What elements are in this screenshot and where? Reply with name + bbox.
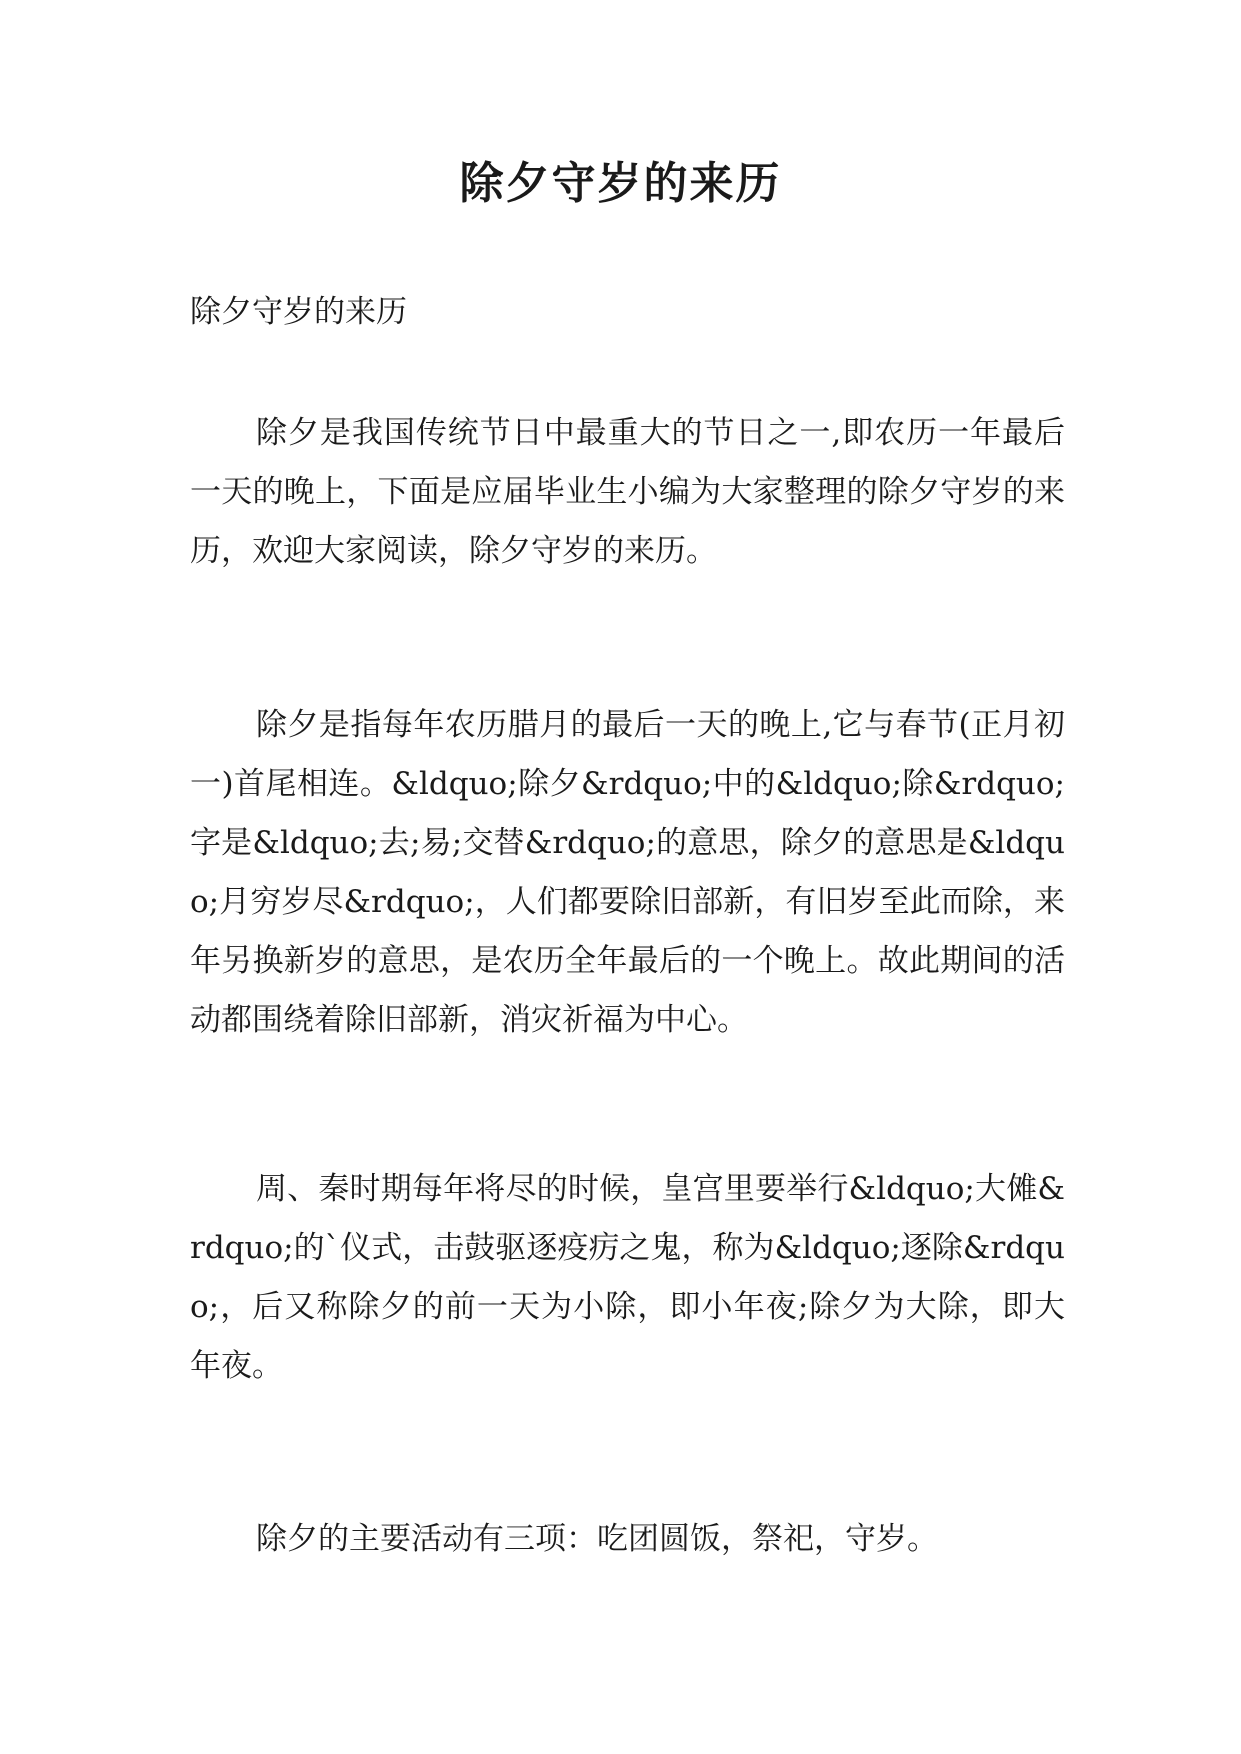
paragraph-meaning: 除夕是指每年农历腊月的最后一天的晚上,它与春节(正月初一)首尾相连。&ldquo;除夕&rdquo;中的&ldquo;除&rdquo;字是&ldquo;去;易;交替&rdquo;的意思，除夕的意思是&ldquo;月穷岁尽&rdquo;，人们都要除旧部新，有旧岁至此而除，来年另换新岁的意思，是农历全年最后的一个晚上。故此期间的活动都围绕着除旧部新，消灾祈福为中心。 <box>190 707 1065 1038</box>
paragraph-intro: 除夕是我国传统节日中最重大的节日之一,即农历一年最后一天的晚上，下面是应届毕业生小编为大家整理的除夕守岁的来历，欢迎大家阅读，除夕守岁的来历。 <box>190 415 1065 569</box>
page-title: 除夕守岁的来历 <box>459 158 782 209</box>
document-subtitle: 除夕守岁的来历 <box>190 294 407 330</box>
paragraph-activities: 除夕的主要活动有三项：吃团圆饭，祭祀，守岁。 <box>256 1521 938 1557</box>
paragraph-history: 周、秦时期每年将尽的时候，皇宫里要举行&ldquo;大傩&rdquo;的`仪式，击鼓驱逐疫疠之鬼，称为&ldquo;逐除&rdquo;，后又称除夕的前一天为小除，即小年夜;除夕为大除，即大年夜。 <box>190 1171 1065 1384</box>
